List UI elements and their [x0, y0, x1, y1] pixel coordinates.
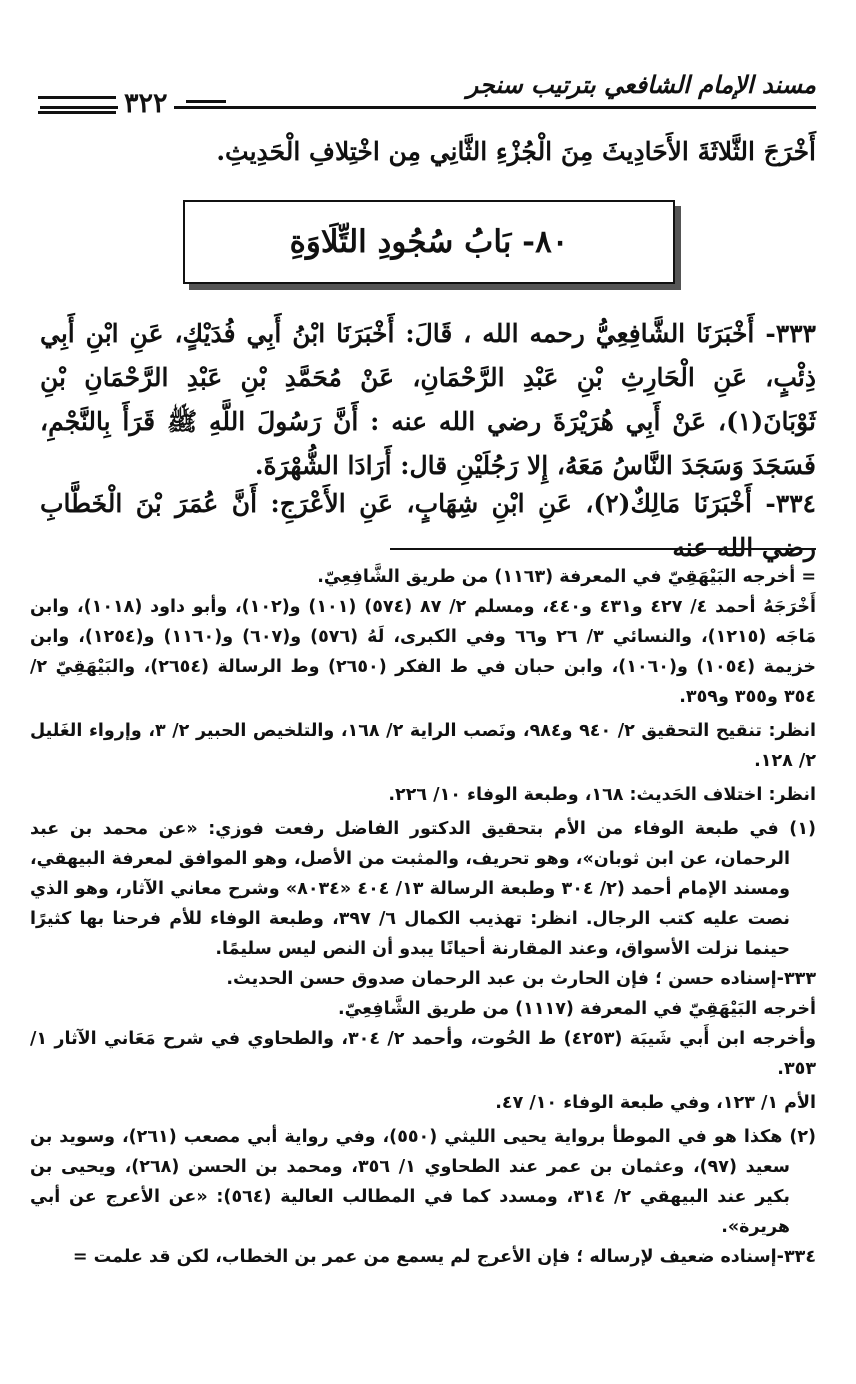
footnote-line: الأم ١/ ١٢٣، وفي طبعة الوفاء ١٠/ ٤٧. [495, 1093, 816, 1113]
footnote-line: وأخرجه ابن أَبي شَيبَة (٤٢٥٣) ط الحُوت، وأحمد ٢/ ٣٠٤، والطحاوي في شرح مَعَاني الآثار ١/ ٣٥٣. [30, 1029, 817, 1079]
footnote-2: (٢) هكذا هو في الموطأ برواية يحيى الليثي (٥٥٠)، وفي رواية أبي مصعب (٢٦١)، وسويد بن سعيد (٩٧)، وعثمان بن عمر عند الطحاوي ١/ ٣٥٦، ومحمد بن الحسن (٢٦٨)، ويحيى بن بكير عند البيهقي ٢/ ٣١٤، ومسدد كما في المطالب العالية (٥٦٤): «عن الأعرج عن أبي هريرة». [30, 1127, 817, 1237]
page-number-rule-short [186, 100, 226, 103]
footnote-line: ٣٣٤-إسناده ضعيف لإرساله ؛ فإن الأعرج لم يسمع من عمر بن الخطاب، لكن قد علمت = [72, 1247, 816, 1267]
footnotes [30, 562, 816, 1272]
hadith-333: ٣٣٣- أَخْبَرَنَا الشَّافِعِيُّ رحمه الله ، قَالَ: أَخْبَرَنَا ابْنُ أَبِي فُدَيْكٍ، عَنِ ابْنِ أَبِي ذِئْبٍ، عَنِ الْحَارِثِ بْنِ عَبْدِ الرَّحْمَانِ، عَنْ مُحَمَّدِ بْنِ عَبْدِ الرَّحْمَانِ بْنِ ثَوْبَانَ(١)، عَنْ أَبِي هُرَيْرَةَ رضي الله عنه : أَنَّ رَسُولَ اللَّهِ ﷺ قَرَأَ بِالنَّجْمِ، فَسَجَدَ وَسَجَدَ النَّاسُ مَعَهُ، إِلا رَجُلَيْنِ قال: أَرَادَا الشُّهْرَةَ. [40, 319, 816, 480]
page-number: ٣٢٢ [118, 88, 174, 119]
footnote-line: = أخرجه البَيْهَقِيّ في المعرفة (١١٦٣) من طريق الشَّافِعِيّ. [317, 567, 816, 587]
footnote-line: أَخْرَجَهُ أحمد ٤/ ٤٢٧ و٤٣١ و٤٤٠، ومسلم ٢/ ٨٧ (٥٧٤) (١٠١) و(١٠٢)، وأبو داود (١٠١٨)، وابن مَاجَه (١٢١٥)، والنسائي ٣/ ٢٦ و٦٦ وفي الكبرى، لَهُ (٥٧٦) و(٦٠٧) و(١١٦٠) و(١٢٥٤)، وابن خزيمة (١٠٥٤) و(١٠٦٠)، وابن حبان في ط الفكر (٢٦٥٠) وط الرسالة (٢٦٥٤)، والبَيْهَقِيّ ٢/ ٣٥٤ و٣٥٥ و٣٥٩. [30, 597, 817, 707]
intro-paragraph: أَخْرَجَ الثَّلاثَةَ الأَحَادِيثَ مِنَ الْجُزْءِ الثَّانِي مِن اخْتِلافِ الْحَدِيثِ. [216, 137, 816, 166]
footnote-separator [390, 548, 816, 550]
footnote-line: انظر: تنقيح التحقيق ٢/ ٩٤٠ و٩٨٤، ونَصب الراية ٢/ ١٦٨، والتلخيص الحبير ٢/ ٣، وإرواء الغَليل ٢/ ١٢٨. [30, 721, 817, 771]
footnote-line: ٣٣٣-إسناده حسن ؛ فإن الحارث بن عبد الرحمان صدوق حسن الحديث. [226, 969, 816, 989]
book-title: مسند الإمام الشافعي بترتيب سنجر [466, 70, 816, 99]
chapter-heading-box [183, 200, 675, 284]
hadith-334: ٣٣٤- أَخْبَرَنَا مَالِكٌ(٢)، عَنِ ابْنِ شِهَابٍ، عَنِ الأَعْرَجِ: أَنَّ عُمَرَ بْنَ الْخَطَّابِ رضي الله عنه [40, 489, 816, 562]
footnote-1: (١) في طبعة الوفاء من الأم بتحقيق الدكتور الفاضل رفعت فوزي: «عن محمد بن عبد الرحمان، عن ابن ثوبان»، وهو تحريف، والمثبت من الأصل، وهو الموافق لمعرفة البيهقي، ومسند الإمام أحمد (٢/ ٣٠٤ وطبعة الرسالة ١٣/ ٤٠٤ «٨٠٣٤» وشرح معاني الآثار، وهو الذي نصت عليه كتب الرجال. انظر: تهذيب الكمال ٦/ ٣٩٧، وطبعة الوفاء للأم فرحنا بها كثيرًا حينما نزلت الأسواق، وعند المقارنة أحيانًا يبدو أن النص ليس سليمًا. [30, 819, 816, 959]
page-number-rule [38, 96, 116, 114]
footnote-line: انظر: اختلاف الحَديث: ١٦٨، وطبعة الوفاء ١٠/ ٢٢٦. [388, 785, 816, 805]
footnote-line: أخرجه البَيْهَقِيّ في المعرفة (١١١٧) من طريق الشَّافِعِيّ. [337, 999, 816, 1019]
chapter-title: ٨٠- بَابُ سُجُودِ التِّلَاوَةِ [289, 224, 569, 260]
